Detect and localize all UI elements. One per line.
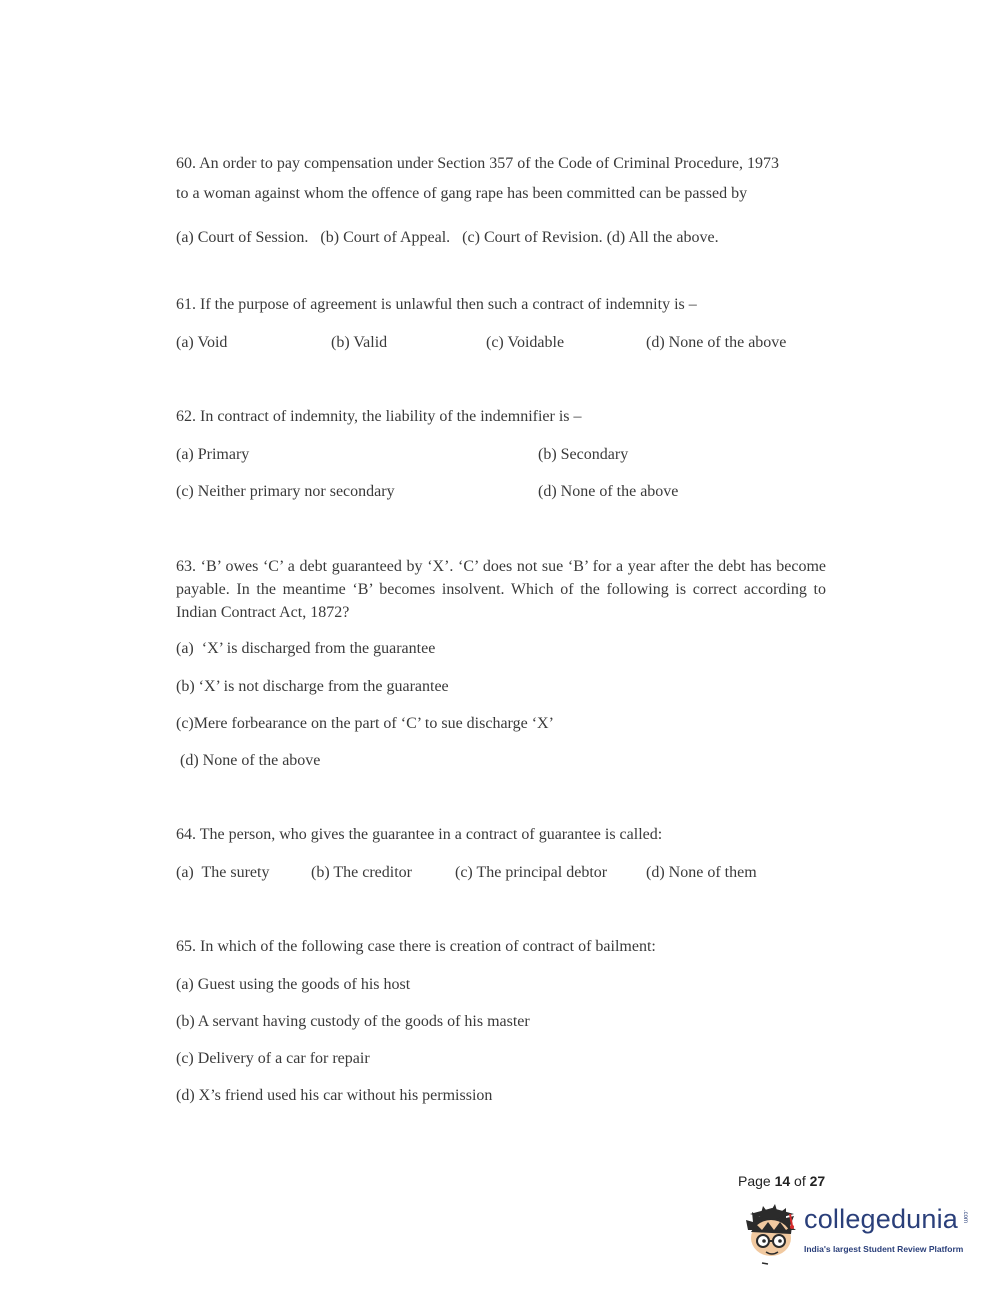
question-64-option-b: (b) The creditor	[311, 864, 412, 881]
question-60-options: (a) Court of Session. (b) Court of Appeal. (c) Court of Revision. (d) All the above.	[176, 229, 719, 246]
question-62-text: 62. In contract of indemnity, the liability of the indemnifier is –	[176, 408, 582, 425]
collegedunia-logo	[742, 1200, 972, 1270]
page-number	[738, 1173, 825, 1189]
question-61-text: 61. If the purpose of agreement is unlawful then such a contract of indemnity is –	[176, 296, 697, 313]
question-63-text: 63. ‘B’ owes ‘C’ a debt guaranteed by ‘X’. ‘C’ does not sue ‘B’ for a year after the debt has become payable. In the meantime ‘B’ becomes insolvent. Which of the following is correct according to Indian Contract Act, 1872?	[176, 558, 826, 621]
page-total: 27	[809, 1173, 826, 1189]
question-65-option-b: (b) A servant having custody of the goods of his master	[176, 1013, 530, 1030]
question-61-option-b: (b) Valid	[331, 334, 388, 351]
question-62-option-d: (d) None of the above	[538, 483, 679, 500]
question-61-option-d: (d) None of the above	[646, 334, 787, 351]
question-63-option-d: (d) None of the above	[180, 752, 321, 769]
logo-wordmark: collegedunia	[804, 1204, 959, 1234]
question-65-text: 65. In which of the following case there is creation of contract of bailment:	[176, 938, 656, 955]
question-63-option-a: (a) ‘X’ is discharged from the guarantee	[176, 640, 436, 657]
logo-com: .com	[962, 1210, 968, 1224]
mascot-icon	[742, 1200, 804, 1266]
page-of: of	[790, 1173, 810, 1189]
question-62-option-b: (b) Secondary	[538, 446, 629, 463]
page-current: 14	[774, 1173, 791, 1189]
page-prefix: Page	[738, 1173, 775, 1189]
question-64-option-c: (c) The principal debtor	[455, 864, 608, 881]
question-62-option-c: (c) Neither primary nor secondary	[176, 483, 395, 500]
question-64-text: 64. The person, who gives the guarantee in a contract of guarantee is called:	[176, 826, 663, 843]
question-61-option-a: (a) Void	[176, 334, 228, 351]
question-60-line-1: 60. An order to pay compensation under Section 357 of the Code of Criminal Procedure, 1973	[176, 155, 779, 172]
question-65-option-c: (c) Delivery of a car for repair	[176, 1050, 370, 1067]
question-64-option-a: (a) The surety	[176, 864, 270, 881]
question-65-option-a: (a) Guest using the goods of his host	[176, 976, 411, 993]
question-63-option-c: (c)Mere forbearance on the part of ‘C’ to sue discharge ‘X’	[176, 715, 554, 732]
question-64-option-d: (d) None of them	[646, 864, 757, 881]
question-63-option-b: (b) ‘X’ is not discharge from the guarantee	[176, 678, 449, 695]
question-60-line-2: to a woman against whom the offence of gang rape has been committed can be passed by	[176, 185, 748, 202]
question-61-option-c: (c) Voidable	[486, 334, 565, 351]
question-65-option-d: (d) X’s friend used his car without his permission	[176, 1087, 493, 1104]
logo-tagline: India's largest Student Review Platform	[804, 1244, 964, 1254]
question-62-option-a: (a) Primary	[176, 446, 250, 463]
